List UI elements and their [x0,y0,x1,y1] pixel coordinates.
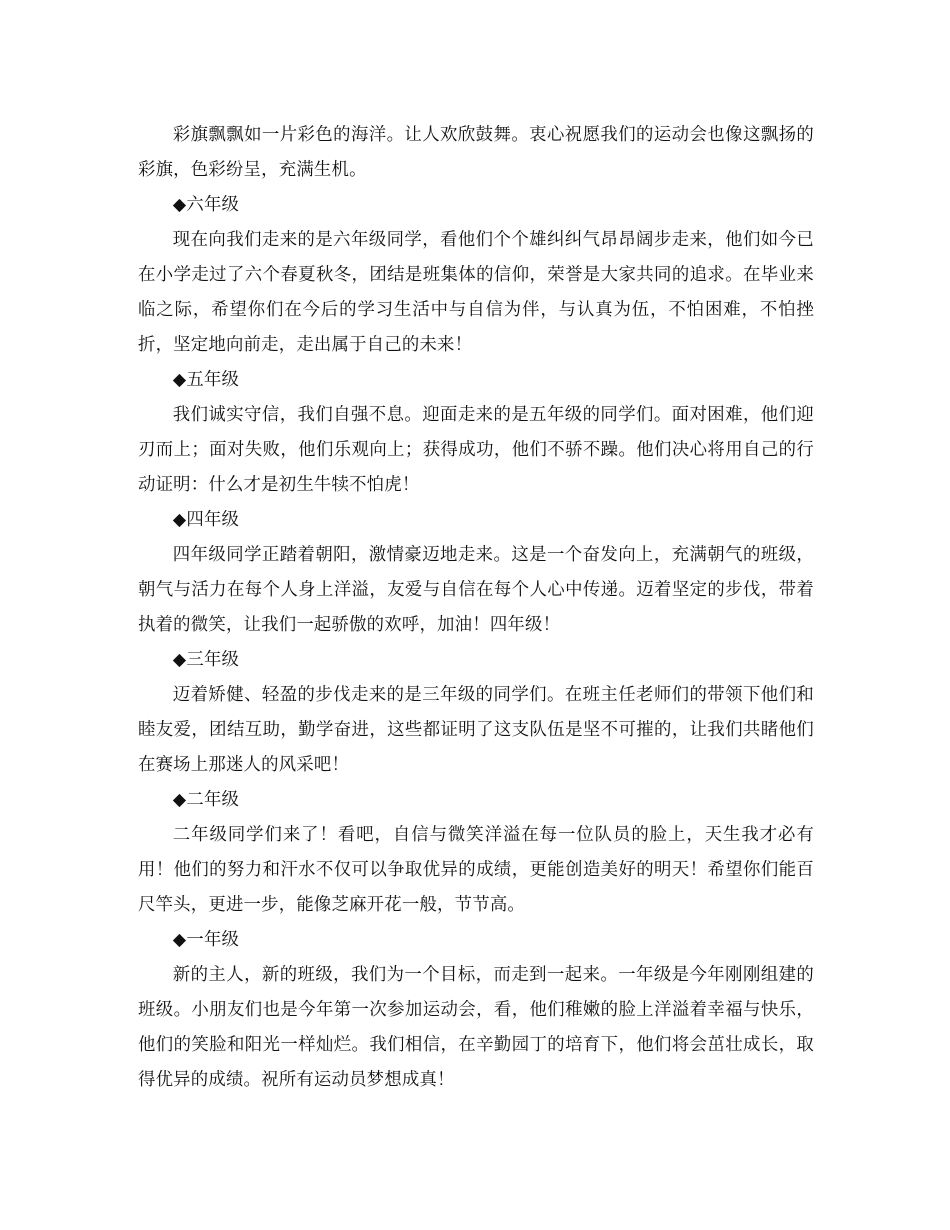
heading-grade-3: ◆三年级 [172,650,240,670]
document-page [138,118,814,1098]
heading-grade-5: ◆五年级 [172,370,240,390]
paragraph-grade-1: 新的主人，新的班级，我们为一个目标，而走到一起来。一年级是今年刚刚组建的班级。小朋友们也是今年第一次参加运动会，看，他们稚嫩的脸上洋溢着幸福与快乐，他们的笑脸和阳光一样灿烂。我们相信，在辛勤园丁的培育下，他们将会茁壮成长，取得优异的成绩。祝所有运动员梦想成真！ [138,965,814,1090]
heading-grade-2: ◆二年级 [172,790,240,810]
paragraph-grade-5: 我们诚实守信，我们自强不息。迎面走来的是五年级的同学们。面对困难，他们迎刃而上；面对失败，他们乐观向上；获得成功，他们不骄不躁。他们决心将用自己的行动证明：什么才是初生牛犊不怕虎！ [138,405,814,495]
heading-grade-4: ◆四年级 [172,510,240,530]
paragraph-grade-2: 二年级同学们来了！看吧，自信与微笑洋溢在每一位队员的脸上，天生我才必有用！他们的努力和汗水不仅可以争取优异的成绩，更能创造美好的明天！希望你们能百尺竿头，更进一步，能像芝麻开花一般，节节高。 [138,825,814,915]
paragraph-grade-4: 四年级同学正踏着朝阳，激情豪迈地走来。这是一个奋发向上，充满朝气的班级，朝气与活力在每个人身上洋溢，友爱与自信在每个人心中传递。迈着坚定的步伐，带着执着的微笑，让我们一起骄傲的欢呼，加油！四年级！ [138,545,814,635]
paragraph-grade-6: 现在向我们走来的是六年级同学，看他们个个雄纠纠气昂昂阔步走来，他们如今已在小学走过了六个春夏秋冬，团结是班集体的信仰，荣誉是大家共同的追求。在毕业来临之际，希望你们在今后的学习生活中与自信为伴，与认真为伍，不怕困难，不怕挫折，坚定地向前走，走出属于自己的未来！ [138,230,814,355]
intro-paragraph: 彩旗飘飘如一片彩色的海洋。让人欢欣鼓舞。衷心祝愿我们的运动会也像这飘扬的彩旗，色彩纷呈，充满生机。 [138,125,814,180]
heading-grade-1: ◆一年级 [172,930,240,950]
paragraph-grade-3: 迈着矫健、轻盈的步伐走来的是三年级的同学们。在班主任老师们的带领下他们和睦友爱，团结互助，勤学奋进，这些都证明了这支队伍是坚不可摧的，让我们共睹他们在赛场上那迷人的风采吧！ [138,685,814,775]
heading-grade-6: ◆六年级 [172,195,240,215]
